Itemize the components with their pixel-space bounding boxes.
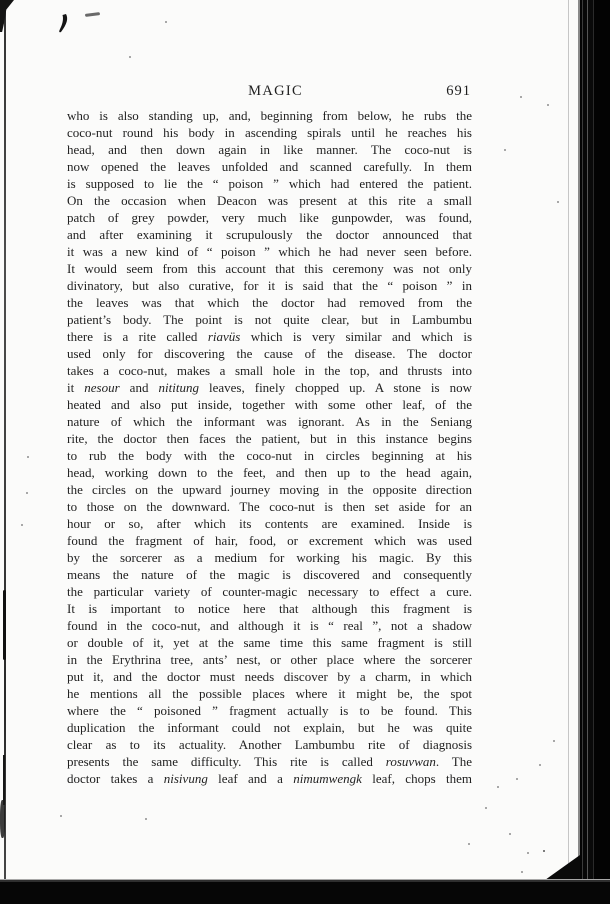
binding-line [4, 0, 6, 879]
text-line: It would seem from this account that this ceremony was not only [67, 261, 472, 276]
text-line: found in the coco-nut, and although it is “ real ”, not a shadow [67, 618, 472, 633]
dust-speck [504, 149, 506, 151]
ink-mark-comma-icon [57, 13, 70, 34]
bottom-scan-band [0, 879, 610, 904]
corner-ink-blob [0, 0, 14, 32]
page-edge-line [568, 0, 569, 879]
text-line: it was a new kind of “ poison ” which he had never seen before. [67, 244, 472, 259]
text-line: On the occasion when Deacon was present at this rite a small [67, 193, 472, 208]
text-line: used only for discovering the cause of the disease. The doctor [67, 346, 472, 361]
dust-speck [543, 850, 545, 852]
text-line: he mentions all the possible places where it might be, the spot [67, 686, 472, 701]
dust-speck [553, 740, 555, 742]
text-line: patch of grey powder, very much like gunpowder, was found, [67, 210, 472, 225]
dust-speck [497, 786, 499, 788]
corner-wedge [545, 855, 580, 880]
text-line: is supposed to lie the “ poison ” which had entered the patient. [67, 176, 472, 191]
text-line: and after examining it scrupulously the doctor announced that [67, 227, 472, 242]
text-line: heated and also put inside, together with some other leaf, of the [67, 397, 472, 412]
page-header [67, 83, 471, 101]
text-line: rite, the doctor then faces the patient, but in this instance begins [67, 431, 472, 446]
binding-dark-segment [3, 590, 6, 660]
text-line: the particular variety of counter-magic necessary to effect a cure. [67, 584, 472, 599]
text-line: means the nature of the magic is discovered and consequently [67, 567, 472, 582]
dust-speck [26, 492, 28, 494]
dust-speck [60, 815, 62, 817]
dust-speck [521, 871, 523, 873]
text-line: found the fragment of hair, food, or excrement which was used [67, 533, 472, 548]
text-line: now opened the leaves unfolded and scanned carefully. In them [67, 159, 472, 174]
text-line: put it, and the doctor must needs discover by a charm, in which [67, 669, 472, 684]
text-line: head, and then down again in like manner. The coco-nut is [67, 142, 472, 157]
dust-speck [468, 843, 470, 845]
text-line: presents the same difficulty. This rite is called rosuvwan. The [67, 754, 472, 769]
text-line: divinatory, but also curative, for it is said that the “ poison ” in [67, 278, 472, 293]
left-edge-smear [0, 800, 5, 838]
dust-speck [527, 852, 529, 854]
dust-speck [509, 833, 511, 835]
dust-speck [520, 96, 522, 98]
binding-dark-segment [3, 755, 5, 805]
text-line: it nesour and nititung leaves, finely chopped up. A stone is now [67, 380, 472, 395]
text-line: head, working down to the feet, and then up to the head again, [67, 465, 472, 480]
text-line: coco-nut round his body in ascending spirals until he reaches his [67, 125, 472, 140]
text-line: the circles on the upward journey moving in the opposite direction [67, 482, 472, 497]
text-line: nature of which the informant was ignorant. As in the Seniang [67, 414, 472, 429]
right-scan-band [578, 0, 610, 904]
text-line: in the Erythrina tree, ants’ nest, or other place where the sorcerer [67, 652, 472, 667]
page-number: 691 [446, 83, 471, 99]
text-line: or double of it, yet at the same time this same fragment is still [67, 635, 472, 650]
text-line: the leaves was that which the doctor had removed from the [67, 295, 472, 310]
dust-speck [557, 201, 559, 203]
dust-speck [516, 778, 518, 780]
text-line: patient’s body. The point is not quite clear, but in Lambumbu [67, 312, 472, 327]
dust-speck [485, 807, 487, 809]
dust-speck [165, 21, 167, 23]
text-line: It is important to notice here that although this fragment is [67, 601, 472, 616]
dust-speck [129, 56, 131, 58]
body-text [67, 107, 472, 787]
text-line: who is also standing up, and, beginning from below, he rubs the [67, 108, 472, 123]
text-line: doctor takes a nisivung leaf and a nimumwengk leaf, chops them [67, 771, 472, 786]
dust-speck [539, 764, 541, 766]
dust-speck [21, 524, 23, 526]
text-line: there is a rite called riavüs which is very similar and which is [67, 329, 472, 344]
running-head-title: MAGIC [248, 83, 304, 99]
text-line: where the “ poisoned ” fragment actually is to be found. This [67, 703, 472, 718]
text-line: hour or so, after which its contents are examined. Inside is [67, 516, 472, 531]
text-line: duplication the informant could not explain, but he was quite [67, 720, 472, 735]
ink-smudge-dash [85, 12, 100, 17]
dust-speck [145, 818, 147, 820]
text-line: to rub the body with the coco-nut in circles beginning at his [67, 448, 472, 463]
text-line: clear as to its actuality. Another Lambumbu rite of diagnosis [67, 737, 472, 752]
dust-speck [547, 104, 549, 106]
text-line: takes a coco-nut, makes a small hole in the top, and thrusts into [67, 363, 472, 378]
text-line: by the sorcerer as a medium for working his magic. By this [67, 550, 472, 565]
text-line: to those on the downward. The coco-nut is then set aside for an [67, 499, 472, 514]
dust-speck [27, 456, 29, 458]
